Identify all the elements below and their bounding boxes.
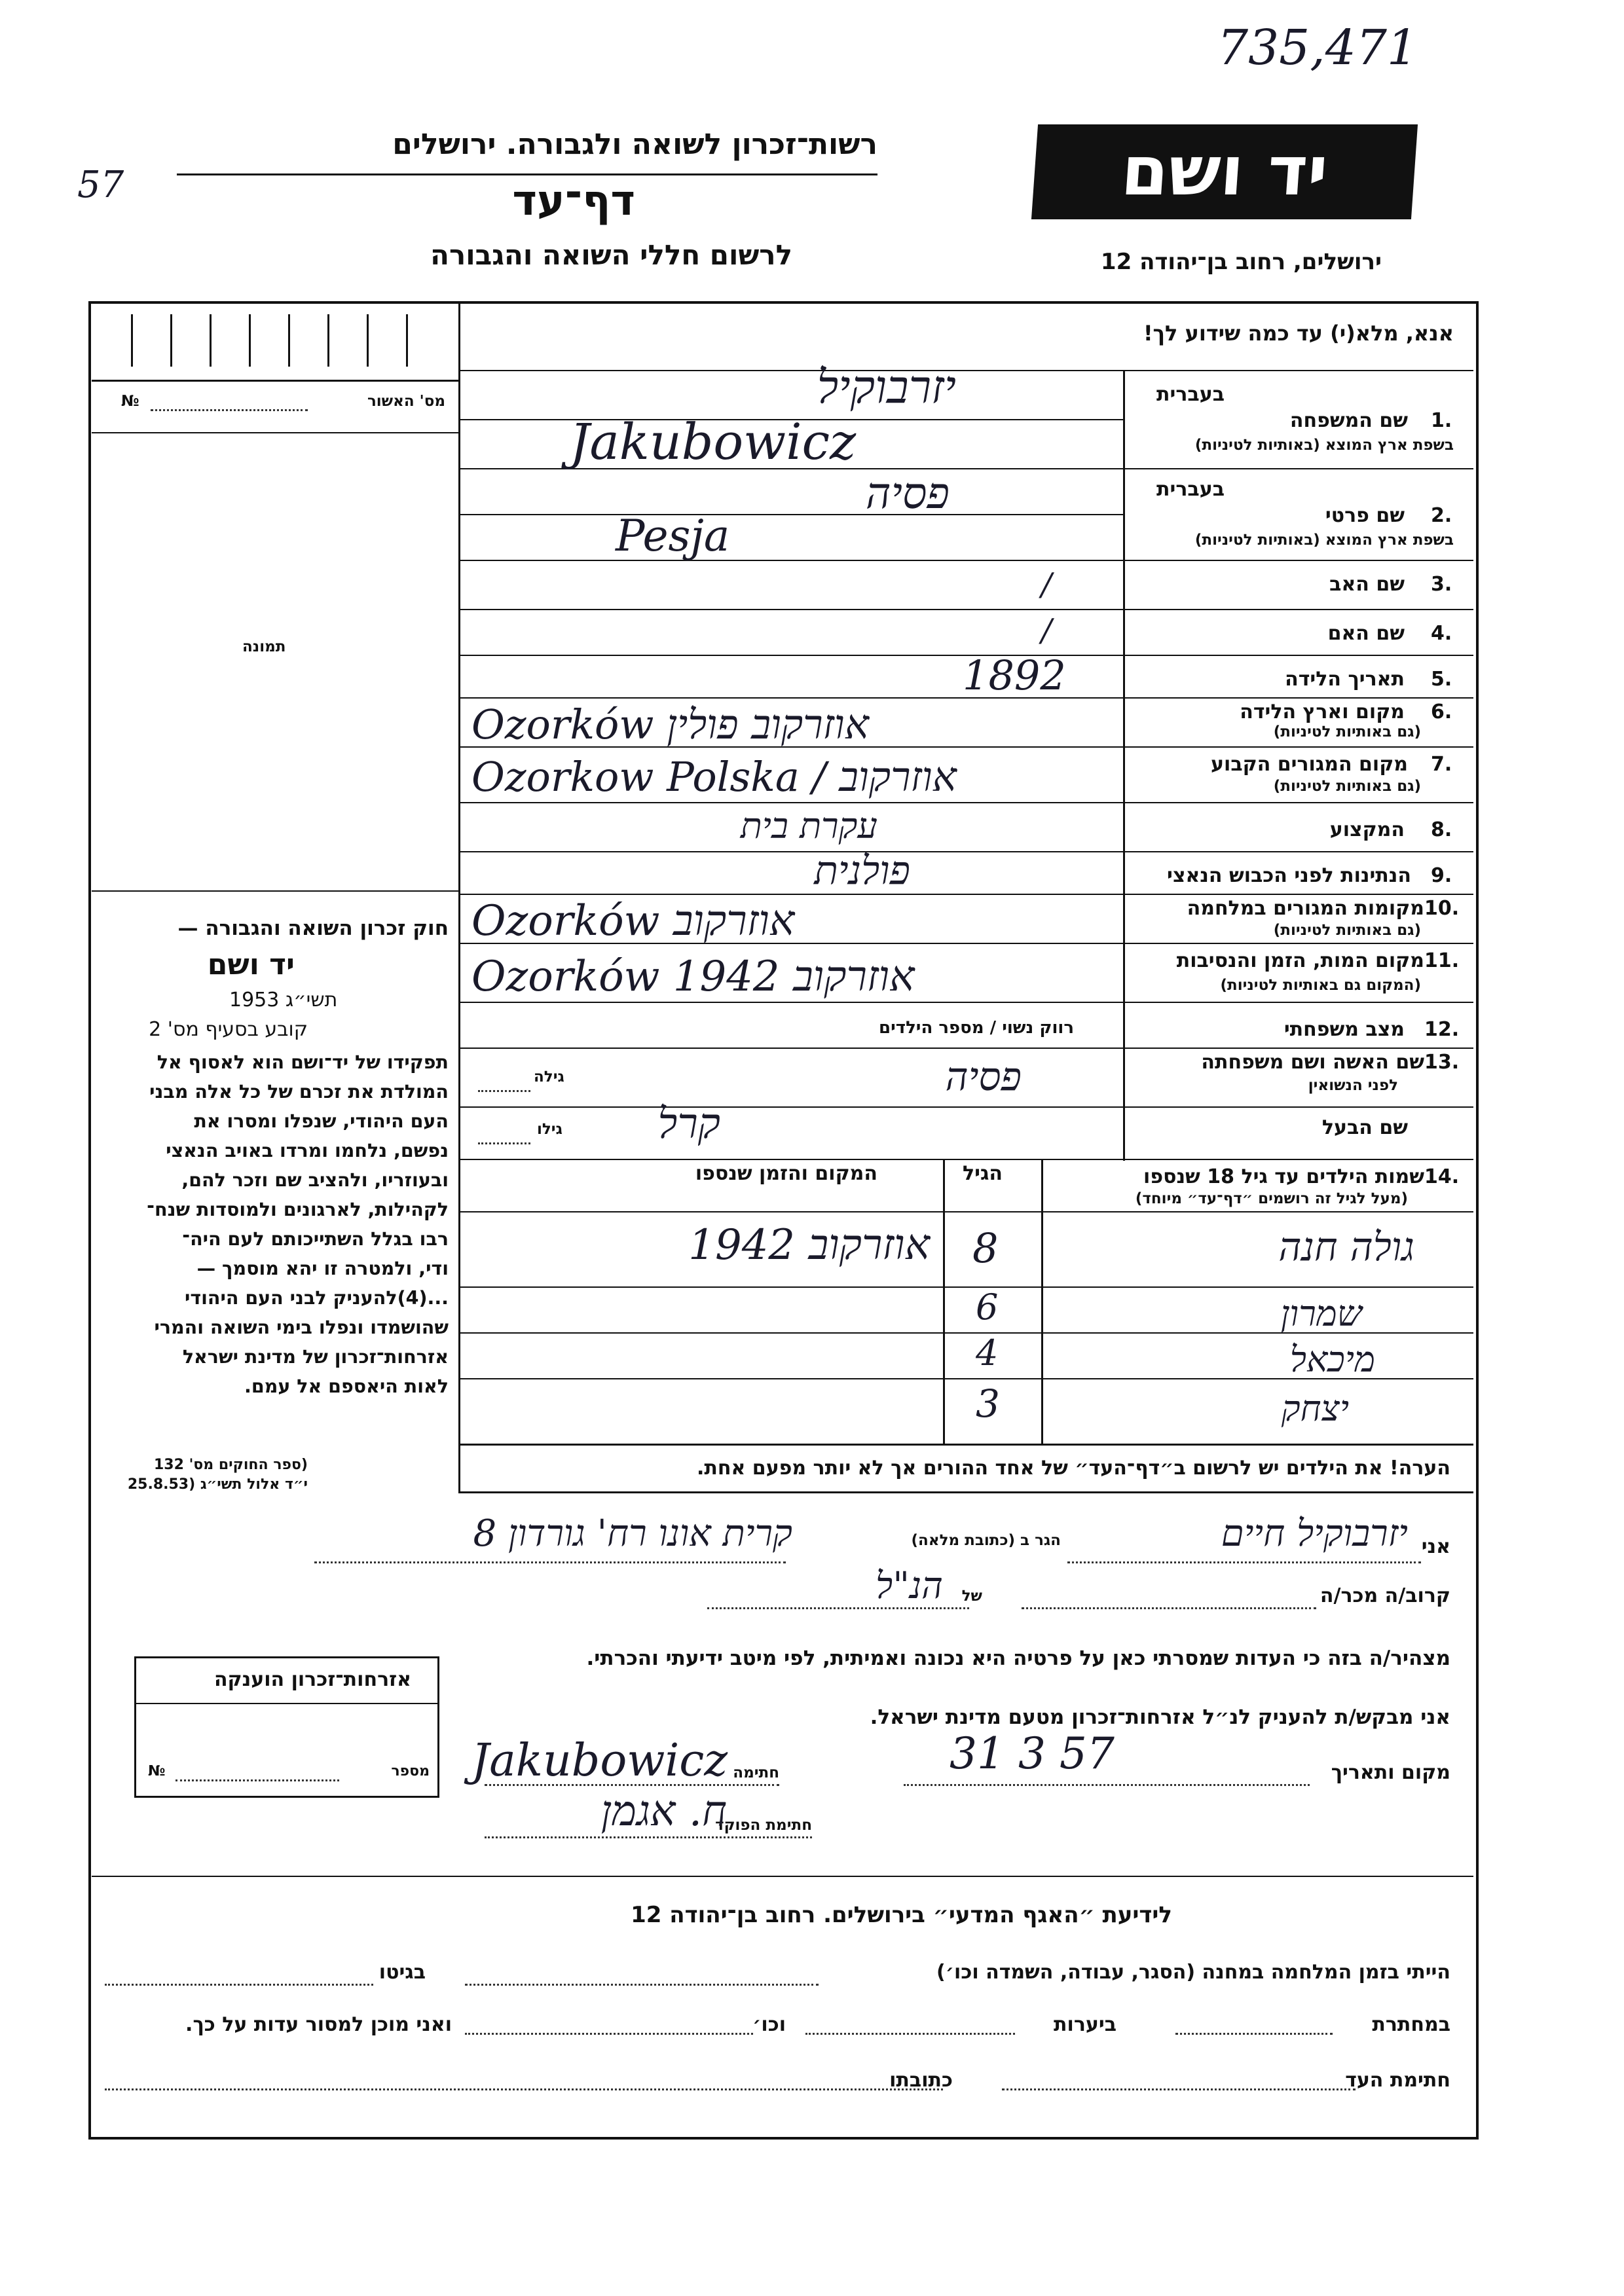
field-6-number: 6. [1431,701,1452,723]
birth-date[interactable]: 1892 [963,651,1066,699]
law-line: לאות היאספם אל עמם. [244,1376,449,1397]
field-10-label: מקומות המגורים במלחמה [1187,897,1424,920]
footer-ghetto-label: בגיטו [378,1961,426,1984]
children-label: שמות הילדים עד גיל 18 שנספו [1143,1165,1424,1188]
relative-label: קרוב/ה מכר/ה [1320,1584,1450,1607]
children-age-header: הגיל [963,1162,1003,1185]
child-2-name[interactable]: שמרון [1280,1293,1362,1334]
child-4-name[interactable]: יצחק [1281,1388,1349,1429]
child-1-place[interactable]: אוזרקוב 1942 [688,1221,930,1269]
law-line: לקהילות, לארגונים ולמוסדות שנח־ [147,1199,449,1220]
birth-place[interactable]: Ozorków אוזרקוב פולין [471,701,869,748]
logo-text: יד ושם [1118,131,1331,211]
law-name: יד ושם [207,948,295,981]
children-note: הערה! את הילדים יש לרשום ב״דף־העד״ של אחד ההורים אך לא יותר מפעם אחת. [697,1457,1450,1480]
declarant-name[interactable]: יזרבוקיל חיים [1221,1512,1408,1555]
field-3-label: שם האב [1329,573,1405,596]
citizenship-box [134,1656,439,1798]
archive-number: 735,471 [1217,20,1418,76]
approval-no-mark: № [121,393,139,410]
field-12-number: 12. [1424,1018,1460,1041]
field-7-sub: (גם באותיות לטיניות) [1273,778,1421,795]
child-4-age[interactable]: 3 [976,1381,1000,1426]
law-year [216,989,337,1011]
law-year-num: 1953 [229,989,280,1011]
field-1-sub: בשפת ארץ המוצא (באותיות לטיניות) [1194,437,1454,454]
law-line: אזרחות־זכרון של מדינת ישראל [182,1346,449,1368]
footer-testify-label: ואני מוכן למסור עדות על כך. [185,2013,452,2036]
margin-number: 57 [77,164,124,206]
field-11-sub: (המקום גם באותיות לטיניות) [1220,977,1421,994]
institution-name: רשות־זכרון לשואה ולגבורה. ירושלים [392,128,877,161]
field-2-label: שם פרטי [1325,504,1405,527]
law-source-2: י״ד אלול תשי״ג (25.8.53 [127,1476,308,1493]
form-title: דף־עד [512,177,635,225]
footer-camp-label: הייתי בזמן המלחמה במחנה (הסגר, עבודה, השמדה וכו׳) [936,1961,1450,1984]
footer-forests-label: ביערות [1054,2013,1116,2036]
children-sub: (מעל לגיל זה רושמים ״דף־עד״ מיוחד) [1135,1190,1408,1207]
law-line: ודי, ולמטרה זו יהא מוסמך — [196,1258,449,1279]
field-8-number: 8. [1431,818,1452,841]
profession[interactable]: עקרת בית [740,805,877,847]
death-place[interactable]: Ozorków 1942 אוזרקוב [471,953,915,1001]
child-1-age[interactable]: 8 [972,1224,999,1272]
husband-label: שם הבעל [1321,1116,1408,1139]
signing-date[interactable]: 31 3 57 [950,1728,1115,1779]
officer-signature[interactable]: ח. אגמן [600,1787,727,1836]
law-line: שהושמדו ונפלו בימי השואה והמרי [154,1317,449,1338]
field-2-number: 2. [1431,504,1452,527]
officer-signature-label: חתימת הפוקד [715,1817,812,1834]
husband-age-label: גילו [537,1121,563,1138]
law-line: ...(4)להעניק לבני העם היהודי [184,1287,449,1309]
child-1-name[interactable]: גולה חנה [1278,1224,1414,1270]
law-line: תפקידו של יד־ושם הוא לאסוף אל [157,1051,449,1073]
field-1-number: 1. [1431,409,1452,432]
child-3-age[interactable]: 4 [976,1332,999,1374]
relation-value[interactable]: הנ"ל [876,1565,943,1607]
citizenship-request: אני מבקש/ת להעניק לנ״ל אזרחות־זכרון מטעם מדינת ישראל. [870,1705,1450,1729]
field-5-label: תאריך הלידה [1285,668,1405,691]
wife-age-label: גילה [534,1068,564,1085]
signature-label: חתימה [733,1764,779,1781]
code-cells [92,304,458,382]
header-address: ירושלים, רחוב בן־יהודה 12 [1100,249,1382,275]
form-subtitle: לרשום חללי השואה והגבורה [430,239,792,271]
approval-label: מס' האשור [367,393,445,410]
field-5-number: 5. [1431,668,1452,691]
field-13-label: שם האשה ושם משפחתה [1201,1051,1424,1074]
field-4-label: שם האם [1327,622,1405,645]
declarant-signature[interactable]: Jakubowicz [471,1735,728,1787]
husband-name[interactable]: קרל [657,1100,720,1148]
citizenship-number-field[interactable] [175,1779,339,1781]
footer-address-label: כתובתו [889,2069,953,2092]
footer-title: לידיעת ״האגף המדעי״ בירושלים. רחוב בן־יהודה 12 [631,1902,1172,1928]
intro-text: אנא, מלא(י) עד כמה שידוע לך! [1143,321,1454,346]
field-6-label: מקום וארץ הלידה [1240,701,1405,723]
law-source-1: (ספר החוקים מס' 132 [153,1457,308,1473]
declarant-address[interactable]: קרית אונו רח' גורדון 8 [473,1512,792,1555]
field-3-number: 3. [1431,573,1452,596]
citizenship-no-mark: № [148,1763,166,1779]
nationality[interactable]: פולנית [814,848,910,894]
children-place-header: המקום והזמן שנספו [695,1162,877,1185]
permanent-residence[interactable]: Ozorkow Polska / אוזרקוב [471,753,957,801]
field-14-number: 14. [1424,1165,1460,1188]
surname-hebrew[interactable]: יזרבוקיל [817,360,956,414]
footer-etc-label: וכו׳ [752,2013,786,2036]
field-10-number: 10. [1424,897,1460,920]
field-6-sub: (גם באותיות לטיניות) [1273,723,1421,740]
field-2-lang: בעברית [1156,478,1225,501]
law-line: העם היהודי, שנפלו ומסרו את [194,1110,449,1132]
law-clause: קובע בסעיף מס' 2 [149,1018,308,1041]
first-name-latin[interactable]: Pesja [616,511,730,561]
father-name[interactable]: / [1041,566,1052,603]
mother-name[interactable]: / [1041,612,1052,649]
yad-vashem-logo [1031,124,1418,219]
surname-latin[interactable]: Jakubowicz [570,412,857,471]
field-1-label: שם המשפחה [1289,409,1408,432]
field-7-number: 7. [1431,753,1452,776]
law-text [82,1048,449,1401]
law-title: חוק זכרון השואה והגבורה — [177,917,449,940]
declaration-text: מצהיר/ה בזה כי העדות שמסרתי כאן על פרטיה היא נכונה ואמיתית, לפי מיטב ידיעתי והכרתי. [586,1647,1450,1670]
wife-name[interactable]: פסיה [945,1054,1022,1100]
approval-number-field[interactable] [151,409,308,411]
footer-witness-signature-label: חתימת העד [1345,2069,1450,2092]
photo-label: תמונה [242,638,286,655]
law-year-heb: תשי״ג [285,989,338,1011]
footer-underground-label: במחתרת [1372,2013,1450,2036]
marital-status-options[interactable]: רווק נשוי / מספר הילדים [879,1018,1074,1038]
field-9-label: הנתינות לפני הכבוש הנאצי [1167,864,1411,887]
field-2-sub: בשפת ארץ המוצא (באותיות לטיניות) [1194,532,1454,549]
place-date-label: מקום ותאריך [1331,1761,1450,1784]
law-line: המולדת את זכרם של כל אלה מבני [149,1081,449,1102]
wartime-residence[interactable]: Ozorków אוזרקוב [471,897,795,945]
field-10-sub: (גם באותיות לטיניות) [1273,922,1421,939]
law-line: נפשם, נלחמו ומרדו באויב הנאצי [166,1140,449,1161]
law-line: ובעוזריו, ולהציב שם וזכר להם, [181,1169,449,1191]
declarant-resides-label: הגר ב (כתובת מלאה) [911,1532,1061,1549]
field-11-number: 11. [1424,949,1460,972]
citizenship-box-title: אזרחות־זכרון הוענקה [213,1668,411,1691]
field-13-sub: לפני הנשואין [1308,1077,1398,1094]
declarant-prefix: אני [1421,1535,1450,1558]
field-13-number: 13. [1424,1051,1460,1074]
relation-of-label: של [961,1588,982,1605]
field-4-number: 4. [1431,622,1452,645]
child-2-age[interactable]: 6 [976,1286,999,1328]
child-3-name[interactable]: מיכאל [1289,1339,1375,1380]
field-1-lang: בעברית [1156,383,1225,406]
field-11-label: מקום המות, הזמן והנסיבות [1176,949,1424,972]
field-8-label: המקצוע [1329,818,1405,841]
field-12-label: מצב משפחתי [1283,1018,1405,1041]
field-9-number: 9. [1431,864,1452,887]
law-line: רבו בגלל השתייכותם לעם היה־ [182,1228,449,1250]
citizenship-number-label: מספר [391,1763,430,1779]
field-7-label: מקום המגורים הקבוע [1211,753,1408,776]
first-name-hebrew[interactable]: פסיה [865,468,950,519]
